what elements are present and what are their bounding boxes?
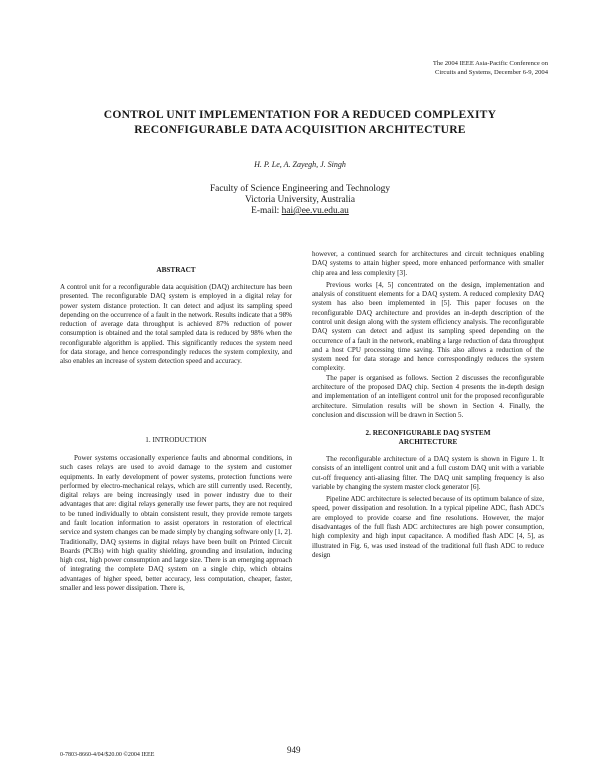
footer-copyright: 0-7803-8660-4/04/$20.00 ©2004 IEEE (60, 752, 155, 758)
introduction-section (60, 436, 292, 593)
section-2-heading (312, 429, 544, 447)
right-paragraph-3: The paper is organised as follows. Section 2 discusses the reconfigurable architecture of the proposed DAQ chip. Section 4 presents the in-depth design and implementation of an intelligent control unit for the proposed reconfigurable architecture. Simulation results will be shown in Section 4. Finally, the conclusion and discussion will be drawn in Section 5. (312, 373, 544, 419)
conference-header (358, 60, 548, 77)
affiliation (0, 184, 600, 217)
email-label: E-mail: (251, 206, 280, 216)
introduction-text: Power systems occasionally experience faults and abnormal conditions, in such cases relays are used to avoid damage to the system and customer equipments. In early development of power systems, protection functions were performed by electro-mechanical relays, which are still currently used. Recently, digital relays are being increasingly used in power industry due to their advantages that are: digital relays generally use fewer parts, they are not required to be tuned individually to obtain consistent result, they provide remote targets and fault location information to assist operators in restoration of electrical service and system changes can be made simply by changing software only [1, 2]. Traditionally, DAQ systems in digital relays have been built on Printed Circuit Boards (PCBs) with high quality shielding, grounding and insulation, inducing high cost, high power consumption and large size. There is an emerging approach of integrating the complete DAQ system on a single chip, which obtains advantages of higher speed, better accuracy, less computation, cheaper, faster, smaller and less power dissipation. There is, (60, 454, 292, 592)
abstract-text: A control unit for a reconfigurable data acquisition (DAQ) architecture has been presented. The reconfigurable DAQ system is employed in a digital relay for power system distance protection. It can detect and adjust its sampling speed depending on the occurrence of a fault in the network. Results indicate that a 98% reduction of average data throughput is achieved 87% reduction of power consumption is obtained and the total sampled data is reduced by 98% when the reconfigurable algorithm is applied. This significantly reduces the system need for data storage, and hence correspondingly reduces the system complexity, and also enables an increase of system detection speed and accuracy. (60, 283, 292, 366)
title-line-2: RECONFIGURABLE DATA ACQUISITION ARCHITECTURE (134, 123, 466, 136)
abstract-section (60, 266, 292, 367)
affiliation-university: Victoria University, Australia (245, 195, 355, 205)
conference-line-2: Circuits and Systems, December 6-9, 2004 (435, 68, 548, 76)
introduction-heading: 1. INTRODUCTION (145, 436, 207, 444)
right-paragraph-1: however, a continued search for architectures and circuit techniques enabling DAQ systems to attain higher speed, more enhanced performance with smaller chip area and less complexity [3]. (312, 250, 544, 277)
affiliation-email-row (0, 206, 600, 217)
affiliation-faculty: Faculty of Science Engineering and Technology (209, 184, 391, 194)
right-paragraph-2: Previous works [4, 5] concentrated on the design, implementation and analysis of constituent elements for a DAQ system. A reduced complexity DAQ system has also been implemented in [5]. This paper focuses on the reconfigurable DAQ architecture and provides an in-depth description of the control unit design along with the system efficiency analysis. The reconfigurable DAQ system can detect and adjust its sampling speed depending on the occurrence of a fault in the network, enabling a large reduction of data throughput and a host CPU processing time saving. This also allows a reduction of the system need for data storage and hence correspondingly reduces the system complexity. (312, 280, 544, 373)
abstract-heading: ABSTRACT (156, 266, 196, 274)
title-line-1: CONTROL UNIT IMPLEMENTATION FOR A REDUCED COMPLEXITY (103, 108, 497, 121)
section-2-heading-line-1: 2. RECONFIGURABLE DAQ SYSTEM (365, 429, 491, 438)
section-2-heading-line-2: ARCHITECTURE (398, 438, 458, 447)
authors: H. P. Le, A. Zayegh, J. Singh (254, 160, 346, 169)
right-paragraph-5: Pipeline ADC architecture is selected because of its optimum balance of size, speed, power dissipation and resolution. In a typical pipeline ADC, flash ADC's are employed to provide coarse and fine resolutions. However, the major disadvantages of the full flash ADC architectures are high power consumption, high complexity and high input capacitance. A modified flash ADC [4, 5], as illustrated in Fig. 6, was used instead of the traditional full flash ADC to reduce design (312, 495, 544, 559)
page-number: 949 (287, 745, 301, 755)
paper-title (60, 107, 540, 137)
conference-line-1: The 2004 IEEE Asia-Pacific Conference on (432, 60, 548, 67)
right-column (312, 250, 544, 560)
right-paragraph-4: The reconfigurable architecture of a DAQ system is shown in Figure 1. It consists of an intelligent control unit and a full custom DAQ unit with a variable cut-off frequency anti-aliasing filter. The DAQ unit sampling frequency is also variable by changing the system master clock generator [6]. (312, 455, 544, 491)
email-link[interactable]: hai@ee.vu.edu.au (281, 206, 349, 216)
